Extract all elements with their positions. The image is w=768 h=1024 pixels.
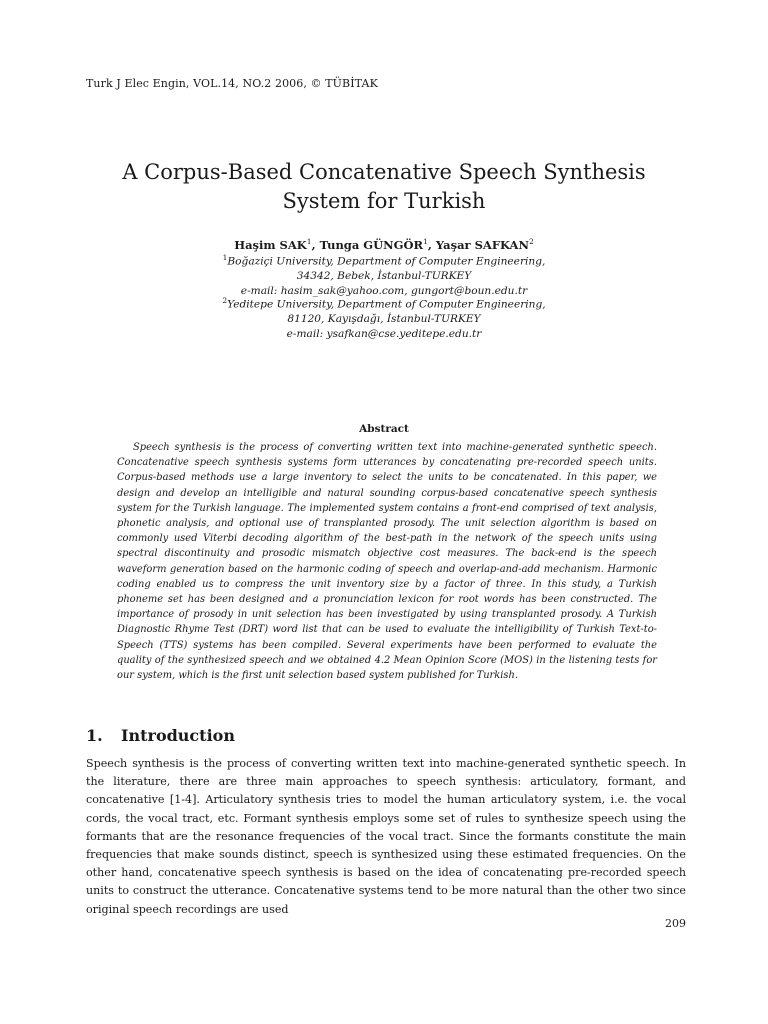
author-affiliation-mark: 1 [306, 237, 312, 246]
affiliation-mark: 1 [222, 253, 228, 262]
introduction-text: Speech synthesis is the process of converting written text into machine-generated synthetic speech. In the literature, there are three main approaches to speech synthesis: articulatory, formant, and concatenative [1-4]. Articulatory synthesis tries to model the human articulatory system, i.e. the vocal cords, the vocal tract, etc. Formant synthesis employs some set of rules to synthesize speech using the formants that are the resonance frequencies of the vocal tract. Since the formants constitute the main frequencies that make sounds distinct, speech is synthesized using these estimated frequencies. On the other hand, concatenative speech synthesis is based on the idea of concatenating pre-recorded speech units to construct the utterance. Concatenative systems tend to be more natural than the other two since original speech recordings are used [86, 757, 686, 916]
title-line-2: System for Turkish [282, 189, 486, 213]
author-affiliation-mark: 2 [528, 237, 534, 246]
affiliation-line: 81120, Kayışdağı, İstanbul-TURKEY [287, 313, 481, 326]
section-heading-introduction [86, 726, 235, 745]
paper-title [60, 158, 708, 216]
affiliation-line: 34342, Bebek, İstanbul-TURKEY [296, 270, 472, 283]
page-number: 209 [665, 917, 686, 930]
affiliation-line: Yeditepe University, Department of Computer Engineering, [227, 298, 546, 311]
running-head: Turk J Elec Engin, VOL.14, NO.2 2006, © TÜBİTAK [86, 77, 378, 90]
title-line-1: A Corpus-Based Concatenative Speech Synthesis [122, 160, 646, 184]
section-title: Introduction [121, 726, 235, 745]
author-name: Tunga GÜNGÖR [319, 237, 424, 252]
affiliation-2 [60, 294, 708, 341]
affiliation-mark: 2 [222, 296, 228, 305]
author-name: Yaşar SAFKAN [435, 237, 529, 252]
abstract-heading: Abstract [359, 423, 409, 435]
affiliation-line: Boğaziçi University, Department of Computer Engineering, [227, 255, 546, 268]
affiliation-email: e-mail: ysafkan@cse.yeditepe.edu.tr [286, 327, 482, 340]
author-name: Haşim SAK [234, 237, 307, 252]
author-list: Haşim SAK$^1$, Tunga GÜNGÖR$^1$, Yaşar SAFKAN$^2$ [234, 237, 534, 252]
abstract-text: Speech synthesis is the process of converting written text into machine-generated synthetic speech. Concatenative speech synthesis systems form utterances by concatenating pre-recorded speech units. Corpus-based methods use a large inventory to select the units to be concatenated. In this paper, we design and develop an intelligible and natural sounding corpus-based concatenative speech synthesis system for the Turkish language. The implemented system contains a front-end comprised of text analysis, phonetic analysis, and optional use of transplanted prosody. The unit selection algorithm is based on commonly used Viterbi decoding algorithm of the best-path in the network of the speech units using spectral discontinuity and prosodic mismatch objective cost measures. The back-end is the speech waveform generation based on the harmonic coding of speech and overlap-and-add mechanism. Harmonic coding enabled us to compress the unit inventory size by a factor of three. In this study, a Turkish phoneme set has been designed and a pronunciation lexicon for root words has been constructed. The importance of prosody in unit selection has been investigated by using transplanted prosody. A Turkish Diagnostic Rhyme Test (DRT) word list that can be used to evaluate the intelligibility of Turkish Text-to-Speech (TTS) systems has been compiled. Several experiments have been performed to evaluate the quality of the synthesized speech and we obtained 4.2 Mean Opinion Score (MOS) in the listening tests for our system, which is the first unit selection based system published for Turkish. [117, 442, 657, 682]
author-affiliation-mark: 1 [423, 237, 428, 246]
section-number: 1. [86, 726, 103, 745]
affiliation-email: e-mail: hasim_sak@yahoo.com, gungort@boun.edu.tr [240, 284, 528, 297]
affiliation-1 [60, 251, 708, 298]
